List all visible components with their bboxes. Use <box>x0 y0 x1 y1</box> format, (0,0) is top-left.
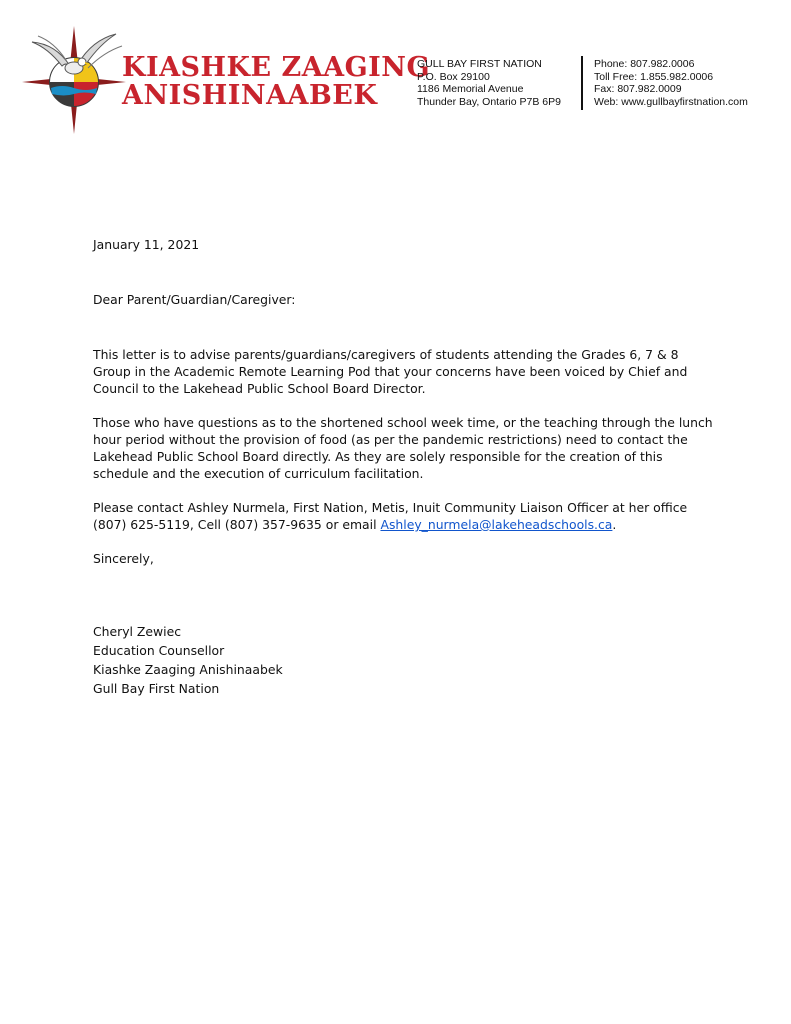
header-divider <box>581 56 583 110</box>
logo-text-line2: ANISHINAABEK <box>122 80 378 111</box>
eagle-compass-emblem-icon <box>18 22 130 137</box>
toll-free-number: Toll Free: 1.855.982.0006 <box>594 70 714 83</box>
paragraph-3 <box>93 499 713 533</box>
paragraph-3-text: Please contact Ashley Nurmela, First Nation, Metis, Inuit Community Liaison Officer at her office (807) 625-5119, Cell (807) 357-9635 or email <box>93 500 688 532</box>
nation-name: GULL BAY FIRST NATION <box>417 58 542 70</box>
paragraph-3-end: . <box>612 517 617 532</box>
paragraph-1: This letter is to advise parents/guardians/caregivers of students attending the Grades 6, 7 & 8 Group in the Academic Remote Learning Pod that your concerns have been voiced by Chief and Council to the Lakehead Public School Board Director. <box>93 347 688 396</box>
paragraph-2: Those who have questions as to the shortened school week time, or the teaching through the lunch hour period without the provision of food (as per the pandemic restrictions) need to contact the Lakehead Public School Board directly. As they are solely responsible for the creation of this schedule and the execution of curriculum facilitation. <box>93 415 713 481</box>
address-block <box>417 58 561 108</box>
signer-organization: Kiashke Zaaging Anishinaabek <box>93 662 283 677</box>
letter-body <box>93 236 713 698</box>
signer-name: Cheryl Zewiec <box>93 624 182 639</box>
signer-title: Education Counsellor <box>93 643 225 658</box>
contact-block <box>594 58 748 108</box>
po-box: P.O. Box 29100 <box>417 70 490 83</box>
phone-number: Phone: 807.982.0006 <box>594 58 695 70</box>
letter-date: January 11, 2021 <box>93 237 200 252</box>
logo-text-line1: KIASHKE ZAAGING <box>122 52 431 83</box>
closing: Sincerely, <box>93 551 154 566</box>
website: Web: www.gullbayfirstnation.com <box>594 95 748 108</box>
city-address: Thunder Bay, Ontario P7B 6P9 <box>417 95 561 108</box>
street-address: 1186 Memorial Avenue <box>417 83 524 96</box>
signer-nation: Gull Bay First Nation <box>93 681 220 696</box>
letterhead <box>0 0 791 140</box>
salutation: Dear Parent/Guardian/Caregiver: <box>93 292 296 307</box>
fax-number: Fax: 807.982.0009 <box>594 83 682 96</box>
signature-block <box>93 622 713 698</box>
email-link[interactable]: Ashley_nurmela@lakeheadschools.ca <box>380 517 613 532</box>
